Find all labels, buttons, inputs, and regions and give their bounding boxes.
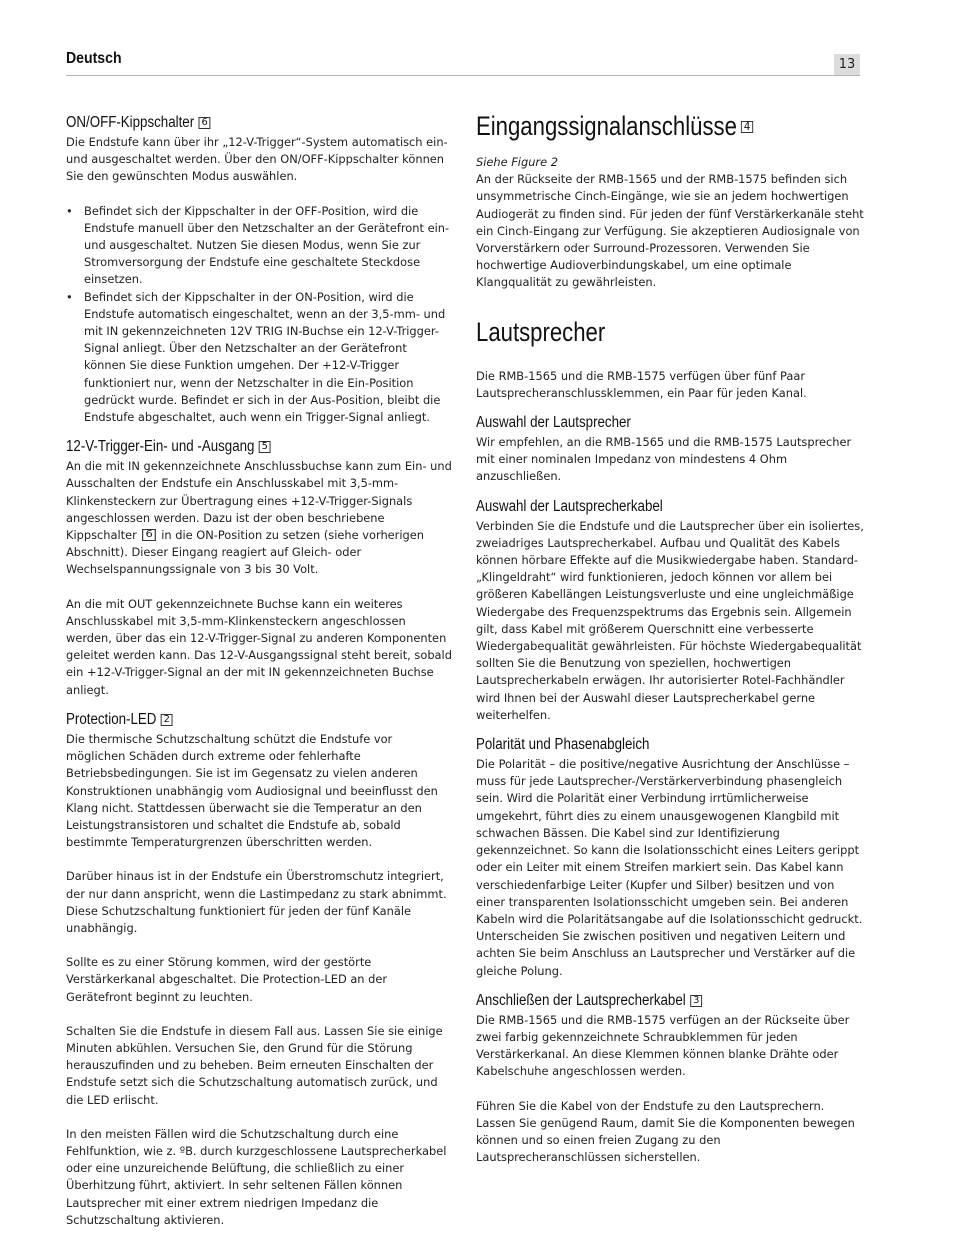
- paragraph: Die Polarität – die positive/negative Ausrichtung der Anschlüsse – muss für jede Lautsprecher-/Verstärkerverbindung phasengleich sein. Wird die Polarität einer Verbindung irrtümlicherweise umgekehrt, führt dies zu einem unausgewogenen Klangbild mit schwachen Bässen. Die Kabel sind zur Identifizierung gekennzeichnet. So kann die Isolationsschicht eines Leiters gerippt oder ein Leiter mit einem Streifen markiert sein. Das Kabel kann verschiedenfarbige Leiter (Kupfer und Silber) besitzen und von einer transparenten Isolationsschicht umgeben sein. Bei anderen Kabeln wird die Polaritätsangabe auf die Isolationsschicht gedruckt. Unterscheiden Sie zwischen positiven und negativen Leitern und achten Sie beim Anschluss an Lautsprecher und Verstärker auf die gleiche Polung.: [476, 757, 863, 978]
- figure-ref-badge: 6: [142, 529, 156, 541]
- figure-reference: Siehe Figure 2: [476, 155, 558, 169]
- figure-ref-badge: 3: [690, 995, 702, 1007]
- paragraph: Darüber hinaus ist in der Endstufe ein Überstromschutz integriert, der nur dann anspricht, wenn die Lastimpedanz zu stark abnimmt. Diese Schutzschaltung funktioniert für jeden der fünf Kanäle unabhängig.: [66, 869, 447, 935]
- section-heading-protection-led: Protection-LED 2: [66, 709, 398, 731]
- paragraph: In den meisten Fällen wird die Schutzschaltung durch eine Fehlfunktion, wie z. ºB. durch kurzgeschlossene Lautsprecherkabel oder eine unzureichende Belüftung, die schließlich zu einer Überhitzung führt, aktiviert. In sehr seltenen Fällen können Lautsprecher mit einer extrem niedrigen Impedanz die Schutzschaltung aktivieren.: [66, 1126, 447, 1227]
- right-column: [476, 108, 864, 1166]
- figure-ref-badge: 6: [199, 117, 211, 129]
- paragraph: Sollte es zu einer Störung kommen, wird der gestörte Verstärkerkanal abgeschaltet. Die Protection-LED an der Gerätefront beginnt zu leuchten.: [66, 955, 388, 1004]
- paragraph: An der Rückseite der RMB-1565 und der RMB-1575 befinden sich unsymmetrische Cinch-Eingänge, wie sie an jedem hochwertigen Audiogerät zu finden sind. Für jeden der fünf Verstärkerkanäle steht ein Cinch-Eingang zur Verfügung. Sie akzeptieren Audiosignale von Vorverstärkern oder Surround-Prozessoren. Verwenden Sie hochwertige Audioverbindungskabel, um eine optimale Klangqualität zu gewährleisten.: [476, 172, 864, 290]
- page-number: 13: [834, 54, 860, 76]
- figure-ref-badge: 5: [259, 441, 271, 453]
- section-heading-polarity: Polarität und Phasenabgleich: [476, 736, 650, 754]
- paragraph: Die RMB-1565 und die RMB-1575 verfügen an der Rückseite über zwei farbig gekennzeichnete Schraubklemmen für jeden Verstärkerkanal. An diese Klemmen können blanke Drähte oder Kabelschuhe angeschlossen werden.: [476, 1012, 850, 1079]
- list-item: • Befindet sich der Kippschalter in der OFF-Position, wird die Endstufe manuell über den Netzschalter an der Gerätefront ein- und ausgeschaltet. Nutzen Sie diesen Modus, wenn Sie zur Stromversorgung der Endstufe eine geschaltete Steckdose einsetzen.: [66, 203, 452, 289]
- section-heading-trigger: 12-V-Trigger-Ein- und -Ausgang 5: [66, 436, 398, 458]
- paragraph: Führen Sie die Kabel von der Endstufe zu den Lautsprechern. Lassen Sie genügend Raum, damit Sie die Komponenten bewegen können und so einen freien Zugang zu den Lautsprecheranschlüssen sicherstellen.: [476, 1098, 855, 1165]
- figure-ref-badge: 4: [741, 121, 753, 133]
- section-heading-speaker-cable-selection: Auswahl der Lautsprecherkabel: [476, 497, 663, 515]
- paragraph: An die mit OUT gekennzeichnete Buchse kann ein weiteres Anschlusskabel mit 3,5-mm-Klinkensteckern angeschlossen werden, über das ein 12-V-Trigger-Signal zu anderen Komponenten geleitet werden kann. Das 12-V-Ausgangssignal steht bereit, sobald ein +12-V-Trigger-Signal an der mit IN gekennzeichneten Buchse anliegt.: [66, 596, 452, 697]
- left-column: [66, 112, 452, 1229]
- section-heading-speaker-selection: Auswahl der Lautsprecher: [476, 414, 631, 432]
- figure-ref-badge: 2: [161, 714, 173, 726]
- paragraph: Die RMB-1565 und die RMB-1575 verfügen über fünf Paar Lautsprecheranschlussklemmen, ein Paar für jeden Kanal.: [476, 368, 807, 400]
- paragraph: Die Endstufe kann über ihr „12-V-Trigger“-System automatisch ein- und ausgeschaltet werden. Über den ON/OFF-Kippschalter können Sie den gewünschten Modus auswählen.: [66, 135, 448, 184]
- section-heading-connecting-speaker-cables: Anschließen der Lautsprecherkabel 3: [476, 990, 810, 1012]
- header-rule: [66, 75, 860, 76]
- language-label: Deutsch: [66, 50, 122, 67]
- section-title-speakers: Lautsprecher: [476, 316, 606, 347]
- paragraph: Verbinden Sie die Endstufe und die Lautsprecher über ein isoliertes, zweiadriges Lautsprecherkabel. Aufbau und Qualität des Kabels können hörbare Effekte auf die Musikwiedergabe haben. Standard-„Klingeldraht“ wird funktionieren, jedoch können vor allem bei größeren Kabellängen Leistungsverluste und eine ungleichmäßige Wiedergabe des Frequenzspektrums das Ergebnis sein. Allgemein gilt, dass Kabel mit größerem Querschnitt eine verbesserte Wiedergabequalität gewährleisten. Für höchste Wiedergabequalität sollten Sie die Benutzung von speziellen, hochwertigen Lautsprecherkabeln erwägen. Ihr autorisierter Rotel-Fachhändler wird Ihnen bei der Auswahl dieser Lautsprecherkabel gerne weiterhelfen.: [476, 518, 864, 722]
- section-heading-on-off: ON/OFF-Kippschalter 6: [66, 112, 398, 134]
- paragraph: An die mit IN gekennzeichnete Anschlussbuchse kann zum Ein- und Ausschalten der Endstufe ein Anschlusskabel mit 3,5-mm-Klinkensteckern zur Übertragung eines +12-V-Trigger-Signals angeschlossen werden. Dazu ist der oben beschriebene Kippschalter 6 in die ON-Position zu setzen (siehe vorherigen Abschnitt). Dieser Eingang reagiert auf Gleich- oder Wechselspannungssignale von 3 bis 30 Volt.: [66, 459, 452, 577]
- list-item: • Befindet sich der Kippschalter in der ON-Position, wird die Endstufe automatisch eingeschaltet, wenn an der 3,5-mm- und mit IN gekennzeichneten 12V TRIG IN-Buchse ein 12-V-Trigger-Signal anliegt. Über den Netzschalter an der Gerätefront können Sie diese Funktion umgehen. Der +12-V-Trigger funktioniert nur, wenn der Netzschalter in die Ein-Position gedrückt wurde. Befindet er sich in der Aus-Position, bleibt die Endstufe abgeschaltet, auch wenn ein Trigger-Signal anliegt.: [66, 289, 452, 427]
- paragraph: Wir empfehlen, an die RMB-1565 und die RMB-1575 Lautsprecher mit einer nominalen Impedanz von mindestens 4 Ohm anzuschließen.: [476, 435, 852, 484]
- paragraph: Schalten Sie die Endstufe in diesem Fall aus. Lassen Sie sie einige Minuten abkühlen. Versuchen Sie, den Grund für die Störung herauszufinden und zu beheben. Beim erneuten Einschalten der Endstufe setzt sich die Schutzschaltung automatisch zurück, und die LED erlischt.: [66, 1023, 443, 1107]
- section-title-input-connections: Eingangssignalanschlüsse 4: [476, 108, 794, 144]
- paragraph: Die thermische Schutzschaltung schützt die Endstufe vor möglichen Schäden durch extreme oder fehlerhafte Betriebsbedingungen. Sie ist im Gegensatz zu vielen anderen Konstruktionen unabhängig vom Audiosignal und beeinflusst den Klang nicht. Stattdessen überwacht sie die Temperatur an den Leistungstransistoren und schaltet die Endstufe ab, sobald bestimmte Temperaturgrenzen überschritten werden.: [66, 731, 438, 850]
- bullet-list: [66, 203, 452, 427]
